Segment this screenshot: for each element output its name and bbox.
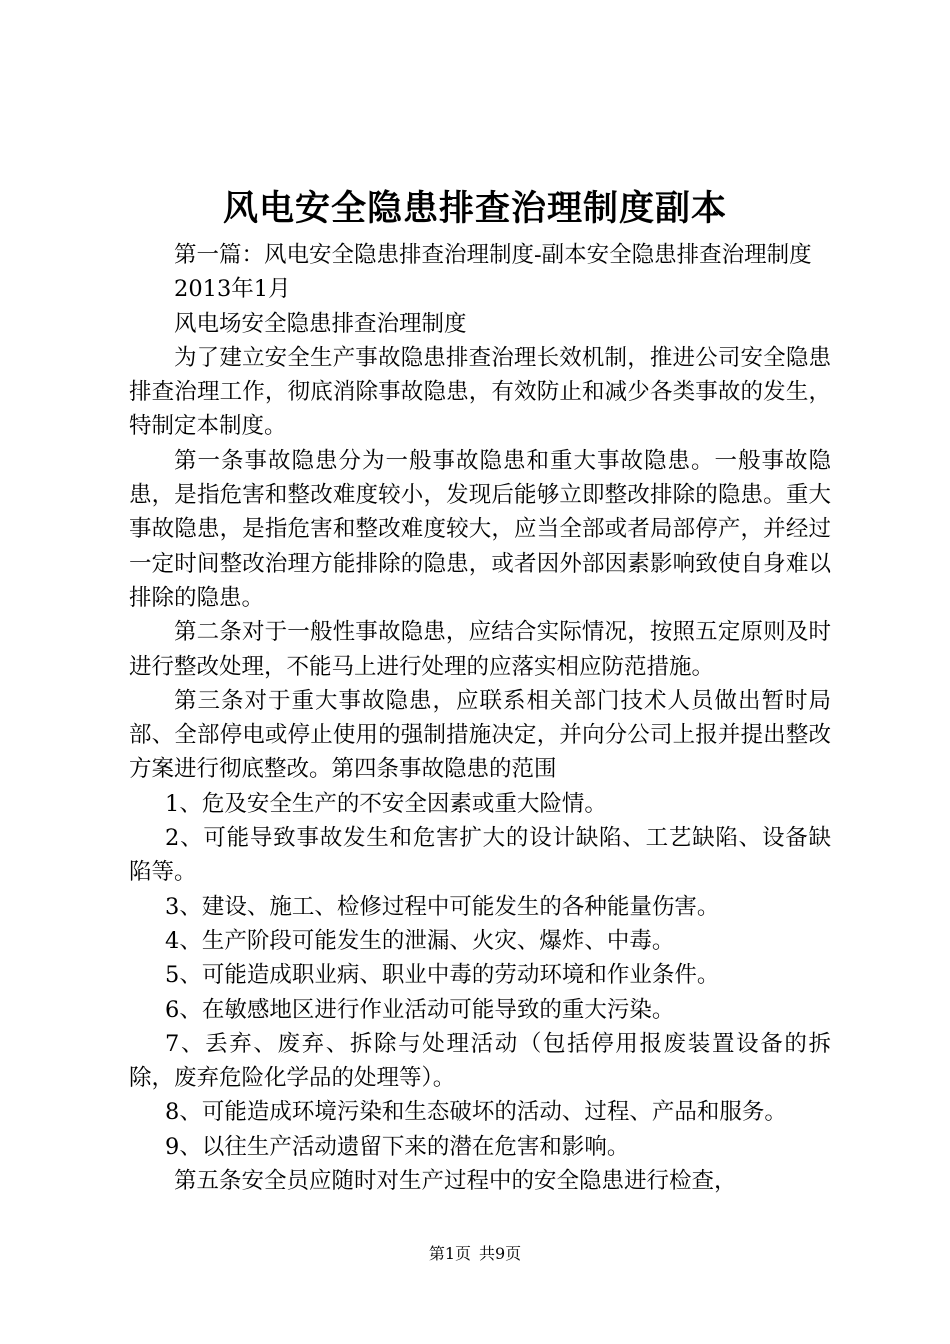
paragraph-article-2: 第二条对于一般性事故隐患，应结合实际情况，按照五定原则及时进行整改处理，不能马上进行处理的应落实相应防范措施。 <box>129 619 831 680</box>
list-item-7: 7、丢弃、废弃、拆除与处理活动（包括停用报废装置设备的拆除，废弃危险化学品的处理等）。 <box>129 1030 831 1092</box>
list-item-9: 9、以往生产活动遗留下来的潜在危害和影响。 <box>165 1133 630 1160</box>
paragraph-intro: 为了建立安全生产事故隐患排查治理长效机制，推进公司安全隐患排查治理工作，彻底消除事故隐患，有效防止和减少各类事故的发生，特制定本制度。 <box>129 344 831 440</box>
paragraph-article-1: 第一条事故隐患分为一般事故隐患和重大事故隐患。一般事故隐患，是指危害和整改难度较小，发现后能够立即整改排除的隐患。重大事故隐患，是指危害和整改难度较大，应当全部或者局部停产，并经过一定时间整改治理方能排除的隐患，或者因外部因素影响致使自身难以排除的隐患。 <box>129 447 831 611</box>
page-number: 第1页 <box>428 1244 471 1263</box>
paragraph-date: 2013年1月 <box>174 276 291 303</box>
paragraph-article-5: 第五条安全员应随时对生产过程中的安全隐患进行检查， <box>174 1168 737 1195</box>
document-body <box>129 238 831 1198</box>
list-item-4: 4、生产阶段可能发生的泄漏、火灾、爆炸、中毒。 <box>165 927 675 954</box>
page-footer <box>0 1242 950 1266</box>
list-item-1: 1、危及安全生产的不安全因素或重大险情。 <box>165 790 607 817</box>
list-item-6: 6、在敏感地区进行作业活动可能导致的重大污染。 <box>165 996 675 1023</box>
paragraph-heading: 第一篇：风电安全隐患排查治理制度-副本安全隐患排查治理制度 <box>174 242 812 268</box>
page-total: 共9页 <box>479 1244 522 1263</box>
document-title: 风电安全隐患排查治理制度副本 <box>222 188 727 229</box>
list-item-2: 2、可能导致事故发生和危害扩大的设计缺陷、工艺缺陷、设备缺陷等。 <box>129 825 831 886</box>
paragraph-article-3: 第三条对于重大事故隐患，应联系相关部门技术人员做出暂时局部、全部停电或停止使用的强制措施决定，并向分公司上报并提出整改方案进行彻底整改。第四条事故隐患的范围 <box>129 687 831 783</box>
paragraph-subtitle: 风电场安全隐患排查治理制度 <box>174 310 467 337</box>
list-item-5: 5、可能造成职业病、职业中毒的劳动环境和作业条件。 <box>165 962 720 989</box>
list-item-8: 8、可能造成环境污染和生态破坏的活动、过程、产品和服务。 <box>165 1099 787 1126</box>
list-item-3: 3、建设、施工、检修过程中可能发生的各种能量伤害。 <box>165 893 720 920</box>
